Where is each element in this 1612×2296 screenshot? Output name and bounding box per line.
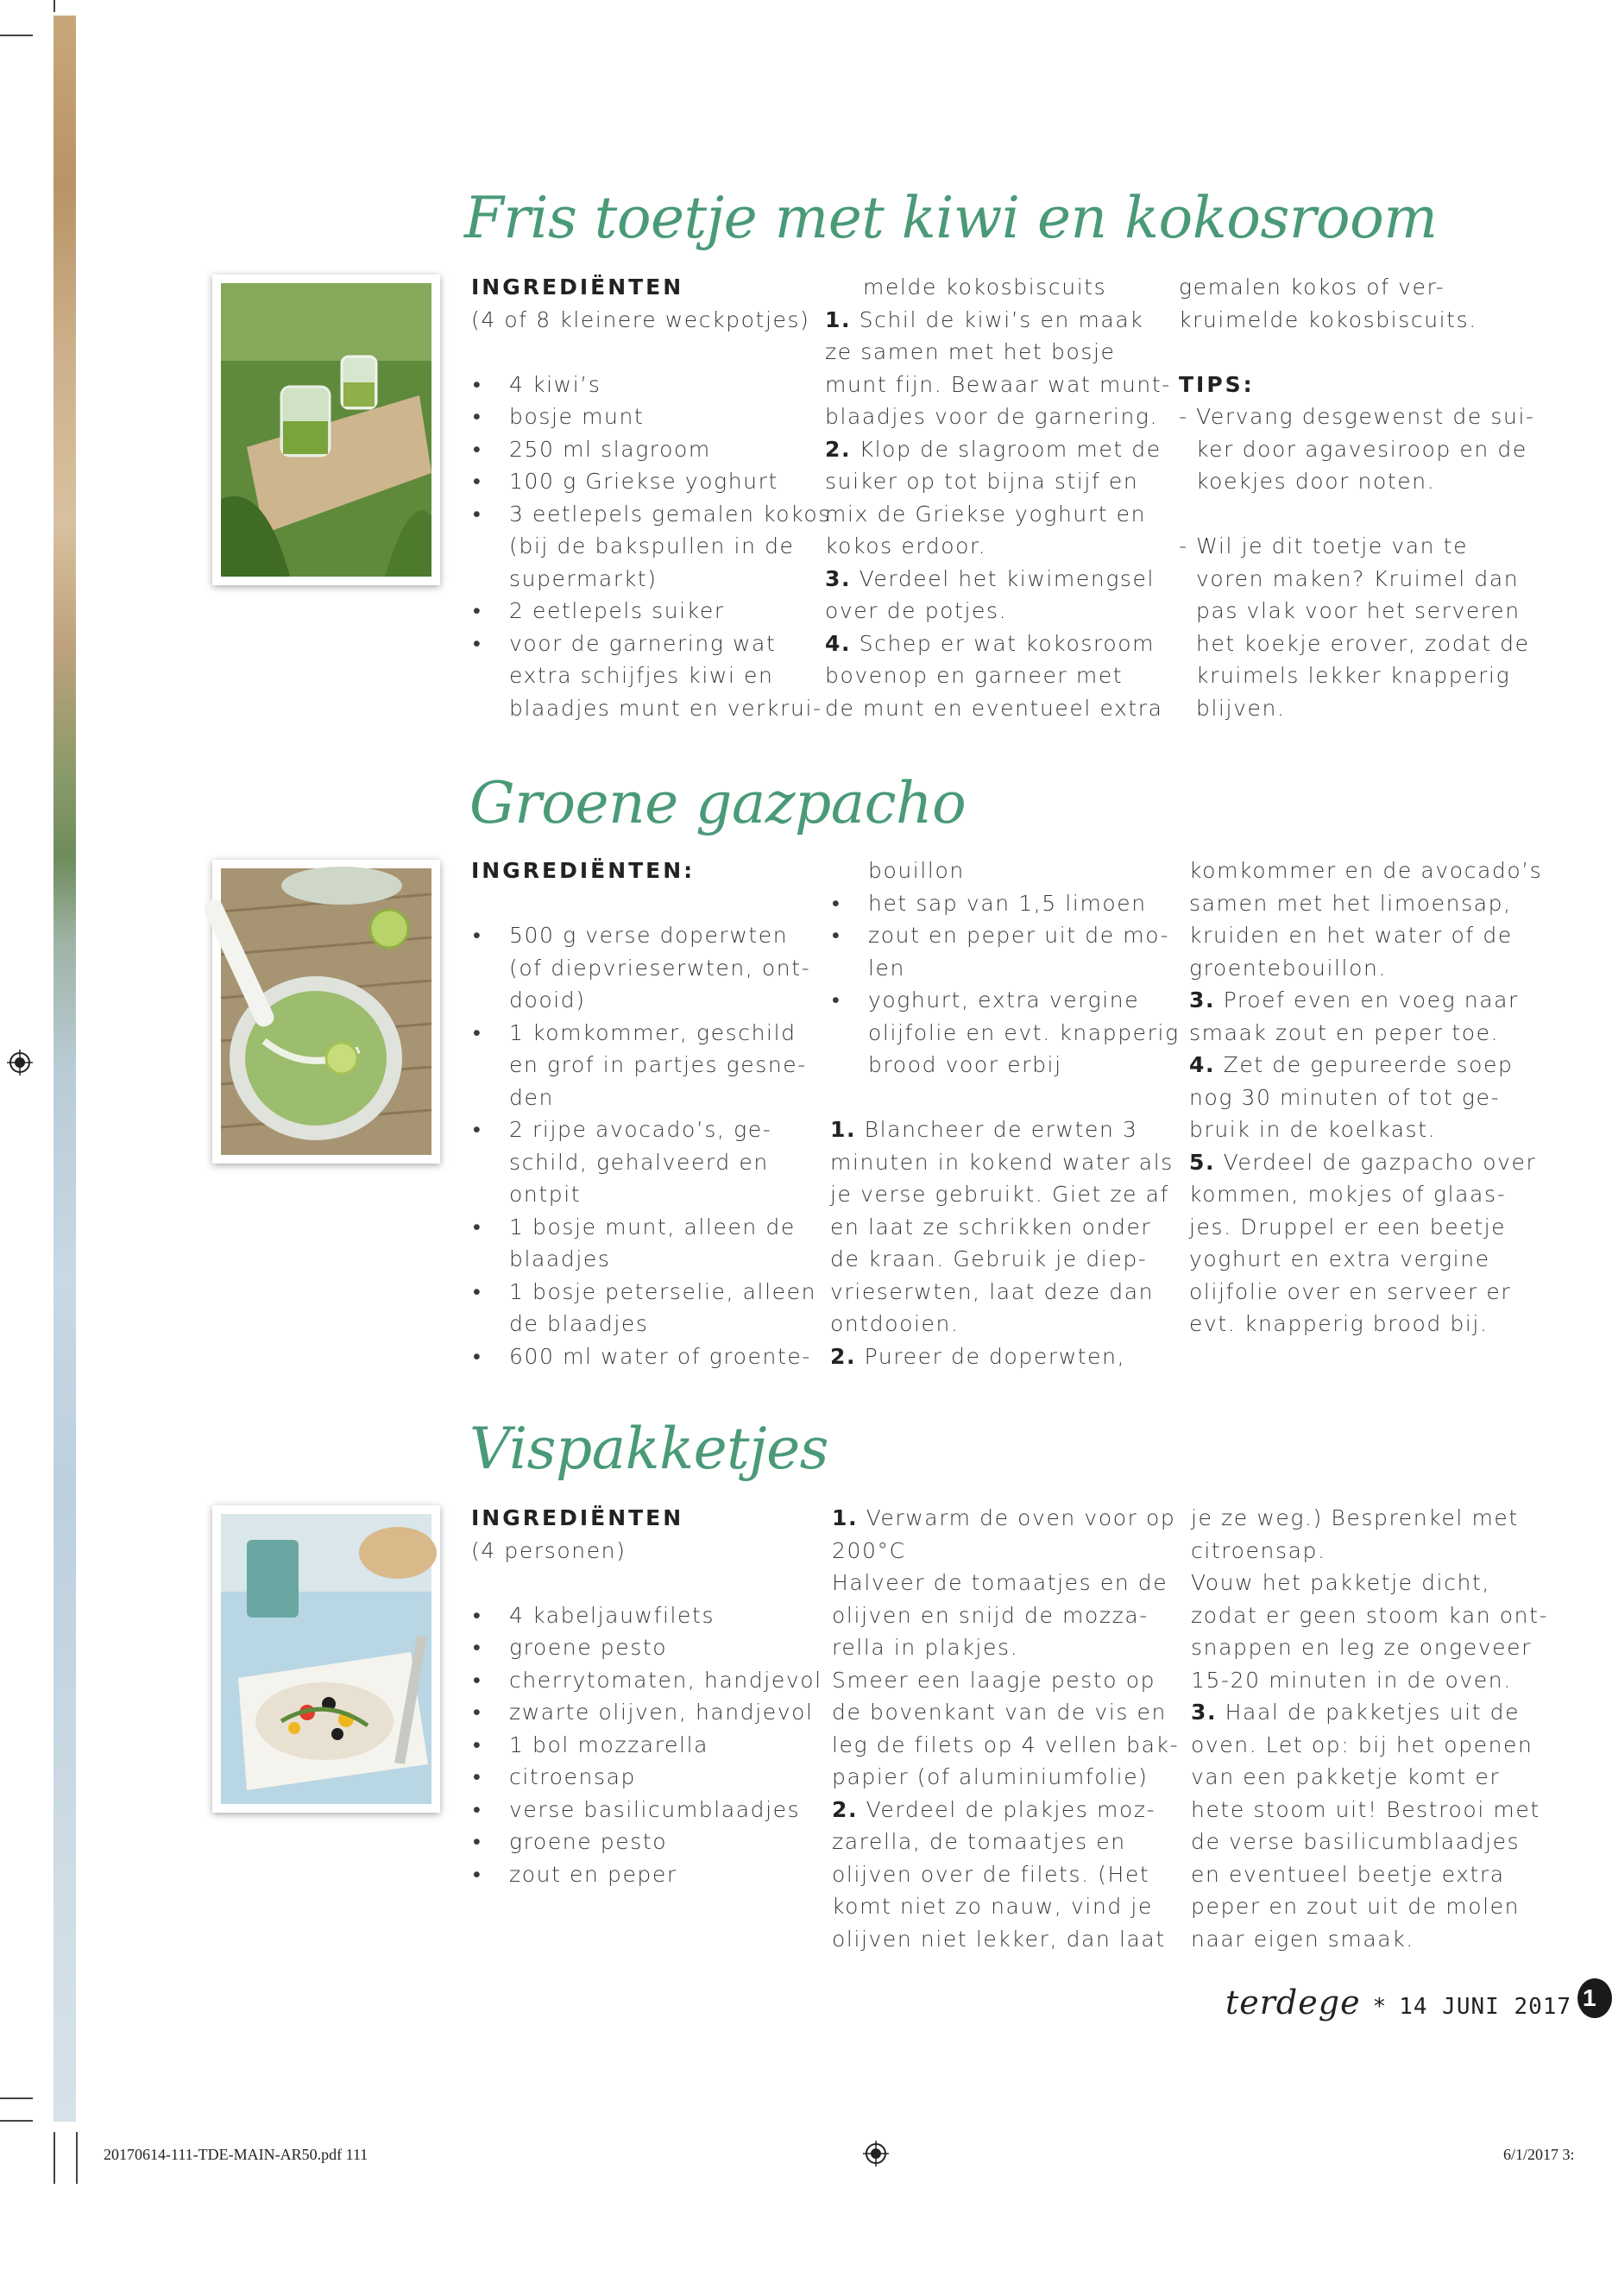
text-line: supermarkt)	[509, 565, 658, 591]
text-line: olijven en snijd de mozza-	[832, 1602, 1149, 1628]
text-line: olijfolie over en serveer er	[1189, 1278, 1512, 1304]
text-line: van een pakketje komt er	[1191, 1764, 1501, 1789]
text-line: suiker op tot bijna stijf en	[825, 469, 1139, 494]
text-line: komt niet zo nauw, vind je	[832, 1894, 1153, 1919]
step-text: Verdeel de plakjes moz-	[858, 1796, 1156, 1822]
crop-mark	[0, 2097, 33, 2099]
step-line	[1189, 984, 1542, 1017]
ingredient-item: • 1 bosje munt, alleen de	[471, 1211, 816, 1244]
section-heading: INGREDIËNTEN:	[471, 858, 696, 883]
step-line	[1191, 1696, 1548, 1729]
tip-line: pas vlak voor het serveren	[1196, 598, 1521, 623]
recipe-gazpacho-ingredients-cont	[830, 855, 1180, 1372]
recipe-kiwi-ingredients	[471, 271, 831, 724]
text-line: de bovenkant van de vis en	[832, 1700, 1167, 1725]
step-number: 5.	[1189, 1149, 1216, 1175]
step-number: 4.	[1189, 1052, 1216, 1077]
text-line: samen met het limoensap,	[1189, 890, 1512, 916]
text-line: snappen en leg ze ongeveer	[1191, 1635, 1532, 1660]
tip-line: blijven.	[1196, 695, 1286, 721]
recipe-vis-steps-cont	[1191, 1502, 1548, 1955]
text-line: mix de Griekse yoghurt en	[825, 501, 1147, 527]
step-number: 1.	[832, 1505, 859, 1530]
ingredient-item: • citroensap	[471, 1761, 822, 1794]
photo-fish-parcels	[212, 1505, 440, 1813]
step-line	[825, 433, 1171, 466]
section-heading: INGREDIËNTEN	[471, 274, 684, 300]
text-line: melde kokosbiscuits	[863, 274, 1107, 300]
text-line: ze samen met het bosje	[825, 339, 1116, 364]
recipe-kiwi-steps	[825, 271, 1171, 724]
recipe-title-vispakketjes: Vispakketjes	[469, 1416, 829, 1482]
text-line: Smeer een laagje pesto op	[832, 1667, 1156, 1693]
text-line	[471, 1567, 822, 1599]
text-line: blaadjes	[509, 1246, 611, 1271]
crop-mark	[76, 2132, 78, 2184]
text-line: kruiden en het water of de	[1189, 923, 1513, 948]
text-line: en laat ze schrikken onder	[830, 1214, 1152, 1239]
text-line: vrieserwten, laat deze dan	[830, 1278, 1155, 1304]
text-line: de verse basilicumblaadjes	[1191, 1829, 1521, 1854]
crop-mark	[54, 0, 55, 12]
ingredient-item: • 1 bol mozzarella	[471, 1729, 822, 1762]
step-line	[825, 563, 1171, 596]
text-line: (4 of 8 kleinere weckpotjes)	[471, 306, 810, 332]
ingredient-item: • yoghurt, extra vergine	[830, 984, 1180, 1017]
step-number: 2.	[832, 1796, 859, 1822]
recipe-gazpacho-steps	[1189, 855, 1542, 1340]
text-line: hete stoom uit! Bestrooi met	[1191, 1796, 1540, 1822]
step-text: Pureer de doperwten,	[856, 1343, 1126, 1369]
step-line	[832, 1794, 1179, 1826]
text-line: 15-20 minuten in de oven.	[1191, 1667, 1512, 1693]
ingredient-item: • zwarte olijven, handjevol	[471, 1696, 822, 1729]
text-line: komkommer en de avocado’s	[1189, 858, 1543, 883]
photo-kiwi-dessert	[212, 274, 440, 585]
text-line: dooid)	[509, 987, 586, 1012]
step-line	[1189, 1049, 1542, 1082]
recipe-vis-steps	[832, 1502, 1179, 1955]
text-line	[830, 1082, 1180, 1114]
text-line: de munt en eventueel extra	[825, 695, 1163, 721]
page-footer	[1225, 1984, 1571, 2022]
text-line: Vouw het pakketje dicht,	[1191, 1570, 1490, 1595]
recipe-title-gazpacho: Groene gazpacho	[469, 770, 967, 836]
text-line: - Vervang desgewenst de sui-	[1179, 404, 1535, 429]
ingredient-item: • groene pesto	[471, 1631, 822, 1664]
step-line	[1189, 1146, 1542, 1179]
text-line: bouillon	[868, 858, 965, 883]
print-slug-date: 6/1/2017 3:	[1503, 2146, 1575, 2163]
step-line	[830, 1340, 1180, 1373]
text-line	[1179, 498, 1535, 531]
tip-line: voren maken? Kruimel dan	[1196, 565, 1520, 591]
crop-mark	[54, 2132, 55, 2184]
ingredient-item: • 100 g Griekse yoghurt	[471, 465, 831, 498]
step-line	[830, 1113, 1180, 1146]
step-number: 2.	[825, 436, 852, 462]
ingredient-item: • 500 g verse doperwten	[471, 919, 816, 952]
step-text: Verwarm de oven voor op	[858, 1505, 1176, 1530]
tip-line: koekjes door noten.	[1196, 469, 1436, 494]
crop-mark	[0, 2120, 33, 2122]
text-line: schild, gehalveerd en	[509, 1149, 769, 1175]
recipe-title-kiwi: Fris toetje met kiwi en kokosroom	[464, 185, 1438, 251]
text-line: nog 30 minuten of tot ge-	[1189, 1084, 1501, 1110]
text-line: (of diepvrieserwten, ont-	[509, 955, 811, 981]
footer-star: *	[1372, 1994, 1388, 2020]
step-number: 4.	[825, 630, 852, 656]
text-line: len	[868, 955, 905, 981]
recipe-kiwi-tips	[1179, 271, 1535, 724]
step-text: Schil de kiwi’s en maak	[851, 306, 1144, 332]
text-line: citroensap.	[1191, 1537, 1326, 1563]
ingredient-item: • 1 komkommer, geschild	[471, 1017, 816, 1050]
text-line: ontpit	[509, 1182, 582, 1207]
registration-mark-icon	[7, 1050, 33, 1075]
tip-line: ker door agavesiroop en de	[1196, 436, 1527, 462]
text-line: leg de filets op 4 vellen bak-	[832, 1731, 1180, 1757]
text-line: - Wil je dit toetje van te	[1179, 533, 1469, 558]
text-line: (bij de bakspullen in de	[509, 533, 795, 558]
tip-line: kruimels lekker knapperig	[1196, 663, 1511, 688]
text-line	[1179, 336, 1535, 369]
ingredient-item: • cherrytomaten, handjevol	[471, 1664, 822, 1697]
text-line: ontdooien.	[830, 1311, 960, 1336]
text-line: blaadjes munt en verkrui-	[509, 695, 822, 721]
text-line: en eventueel beetje extra	[1191, 1861, 1505, 1887]
ingredient-item: • groene pesto	[471, 1826, 822, 1858]
text-line: rella in plakjes.	[832, 1635, 1019, 1660]
step-line	[832, 1502, 1179, 1535]
ingredient-item: • 4 kiwi’s	[471, 369, 831, 401]
text-line	[471, 336, 831, 369]
ingredient-item: • het sap van 1,5 limoen	[830, 887, 1180, 920]
step-text: Blancheer de erwten 3	[856, 1117, 1138, 1142]
ingredient-item: • 250 ml slagroom	[471, 433, 831, 466]
text-line: naar eigen smaak.	[1191, 1926, 1414, 1952]
section-heading: INGREDIËNTEN	[471, 1505, 684, 1530]
text-line: smaak zout en peper toe.	[1189, 1019, 1500, 1045]
step-text: Zet de gepureerde soep	[1215, 1052, 1514, 1077]
ingredient-item: • 2 eetlepels suiker	[471, 595, 831, 628]
text-line: yoghurt en extra vergine	[1189, 1246, 1490, 1271]
ingredient-item: • bosje munt	[471, 401, 831, 433]
step-text: Klop de slagroom met de	[851, 436, 1162, 462]
ingredient-item: • 2 rijpe avocado’s, ge-	[471, 1113, 816, 1146]
text-line: kommen, mokjes of glaas-	[1189, 1182, 1507, 1207]
text-line: olijven over de filets. (Het	[832, 1861, 1150, 1887]
text-line: olijfolie en evt. knapperig	[868, 1019, 1180, 1045]
text-line: gemalen kokos of ver-	[1179, 274, 1445, 300]
text-line: oven. Let op: bij het openen	[1191, 1731, 1533, 1757]
left-photo-strip	[54, 16, 76, 2122]
text-line: zodat er geen stoom kan ont-	[1191, 1602, 1549, 1628]
text-line: je verse gebruikt. Giet ze af	[830, 1182, 1169, 1207]
text-line: de kraan. Gebruik je diep-	[830, 1246, 1148, 1271]
print-slug-file: 20170614-111-TDE-MAIN-AR50.pdf 111	[104, 2146, 368, 2163]
text-line: bovenop en garneer met	[825, 663, 1124, 688]
section-heading: TIPS:	[1179, 371, 1255, 397]
step-text: Proef even en voeg naar	[1215, 987, 1519, 1012]
step-number: 2.	[830, 1343, 857, 1369]
text-line: over de potjes.	[825, 598, 1008, 623]
text-line: zarella, de tomaatjes en	[832, 1829, 1126, 1854]
text-line	[471, 887, 816, 920]
text-line: den	[509, 1084, 554, 1110]
text-line: 200°C	[832, 1537, 906, 1563]
text-line: papier (of aluminiumfolie)	[832, 1764, 1149, 1789]
ingredient-item: • 4 kabeljauwfilets	[471, 1599, 822, 1632]
text-line: de blaadjes	[509, 1311, 649, 1336]
recipe-vis-ingredients	[471, 1502, 822, 1890]
text-line: kokos erdoor.	[825, 533, 987, 558]
text-line: extra schijfjes kiwi en	[509, 663, 774, 688]
text-line: brood voor erbij	[868, 1052, 1062, 1077]
ingredient-item: • 3 eetlepels gemalen kokos	[471, 498, 831, 531]
text-line: jes. Druppel er een beetje	[1189, 1214, 1507, 1239]
step-number: 3.	[825, 565, 852, 591]
crop-mark	[0, 35, 33, 36]
ingredient-item: • zout en peper	[471, 1858, 822, 1891]
registration-mark-icon	[863, 2141, 889, 2167]
step-line	[825, 304, 1171, 337]
text-line: munt fijn. Bewaar wat munt-	[825, 371, 1171, 397]
text-line: evt. knapperig brood bij.	[1189, 1311, 1489, 1336]
magazine-logo: terdege	[1225, 1984, 1361, 2022]
recipe-gazpacho-ingredients	[471, 855, 816, 1372]
text-line: en grof in partjes gesne-	[509, 1052, 807, 1077]
ingredient-item: • zout en peper uit de mo-	[830, 919, 1180, 952]
step-text: Verdeel de gazpacho over	[1215, 1149, 1537, 1175]
step-number: 3.	[1191, 1700, 1218, 1725]
text-line: (4 personen)	[471, 1537, 627, 1563]
step-text: Schep er wat kokosroom	[851, 630, 1155, 656]
photo-green-gazpacho	[212, 860, 440, 1164]
step-line	[825, 628, 1171, 660]
text-line: minuten in kokend water als	[830, 1149, 1174, 1175]
step-number: 1.	[830, 1117, 857, 1142]
text-line: Halveer de tomaatjes en de	[832, 1570, 1168, 1595]
text-line: peper en zout uit de molen	[1191, 1894, 1521, 1919]
text-line: groentebouillon.	[1189, 955, 1387, 981]
ingredient-item: • 1 bosje peterselie, alleen	[471, 1276, 816, 1309]
tip-line: het koekje erover, zodat de	[1196, 630, 1530, 656]
step-number: 1.	[825, 306, 852, 332]
issue-date: 14 JUNI 2017	[1399, 1994, 1572, 2020]
text-line: bruik in de koelkast.	[1189, 1117, 1437, 1142]
step-text: Verdeel het kiwimengsel	[851, 565, 1155, 591]
text-line: blaadjes voor de garnering.	[825, 404, 1159, 429]
step-text: Haal de pakketjes uit de	[1217, 1700, 1521, 1725]
ingredient-item: • voor de garnering wat	[471, 628, 831, 660]
text-line: kruimelde kokosbiscuits.	[1179, 306, 1477, 332]
step-number: 3.	[1189, 987, 1216, 1012]
page-number-badge: 1	[1577, 1978, 1612, 2018]
text-line: je ze weg.) Besprenkel met	[1191, 1505, 1519, 1530]
ingredient-item: • 600 ml water of groente-	[471, 1340, 816, 1373]
ingredient-item: • verse basilicumblaadjes	[471, 1794, 822, 1826]
text-line: olijven niet lekker, dan laat	[832, 1926, 1166, 1952]
